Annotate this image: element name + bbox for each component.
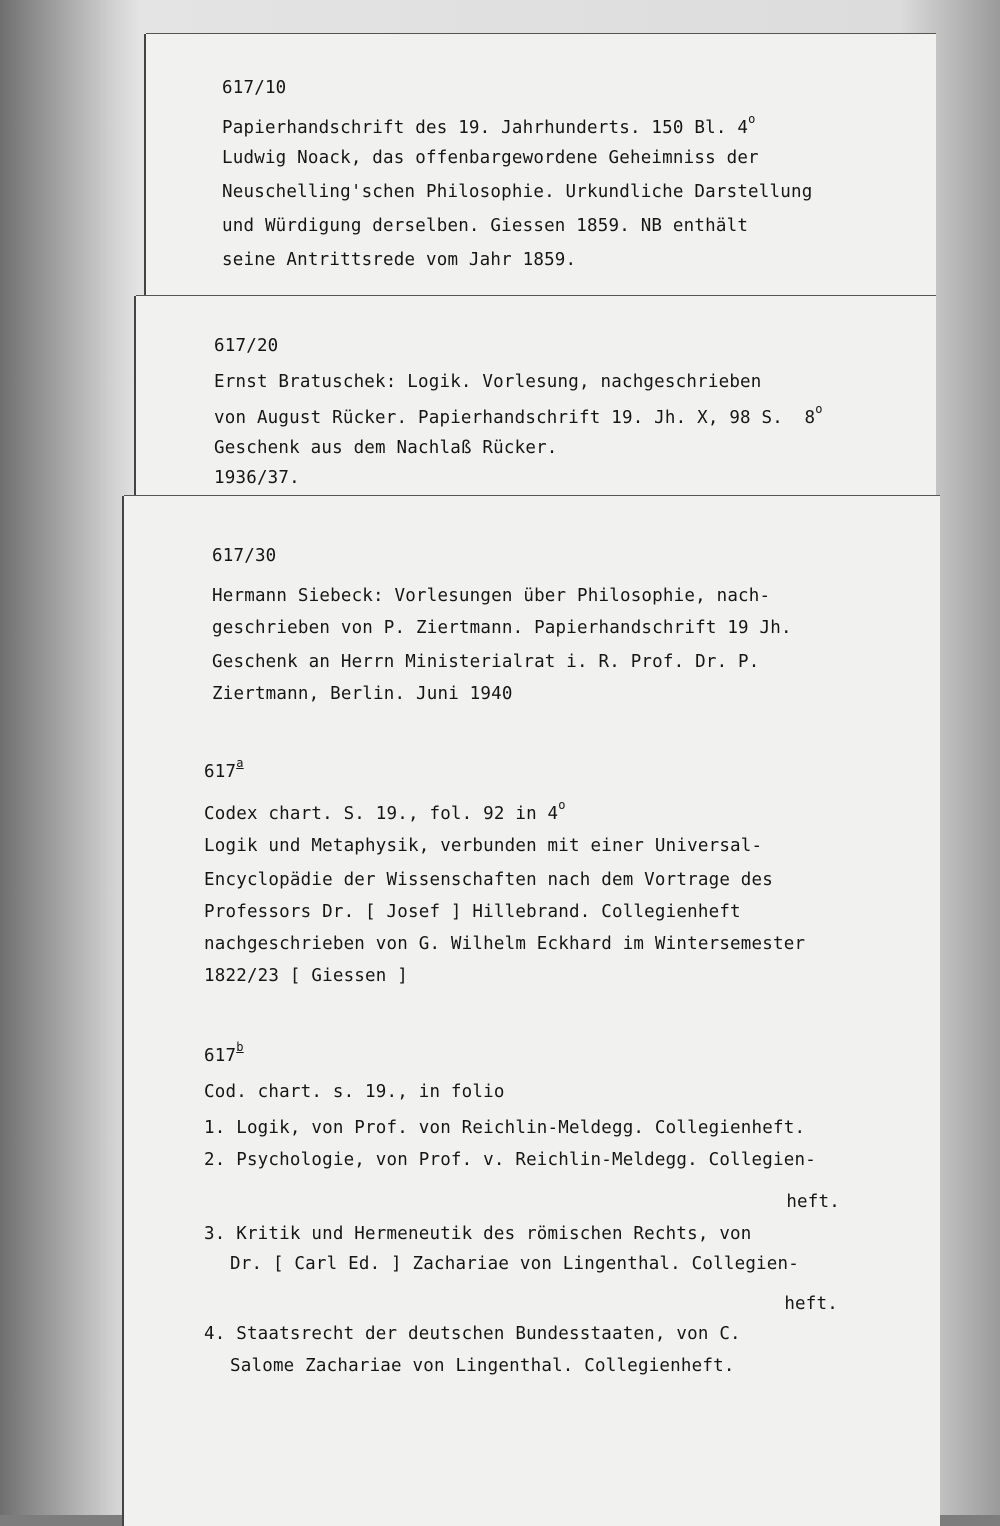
format-superscript: o [815,402,823,416]
entry-line: 2. Psychologie, von Prof. v. Reichlin-Meldegg. Collegien- [204,1150,816,1170]
shelfmark-617-20: 617/20 [214,336,279,356]
entry-line: Encyclopädie der Wissenschaften nach dem Vortrage des [204,870,774,890]
entry-line: 1822/23 [ Giessen ] [204,966,408,986]
entry-line: Salome Zachariae von Lingenthal. Collegienheft. [230,1356,735,1376]
entry-line: 1936/37. [214,468,300,488]
entry-line: Codex chart. S. 19., fol. 92 in 4$^o$ [204,798,566,824]
entry-line: Ziertmann, Berlin. Juni 1940 [212,684,513,704]
entry-line-continuation: heft. [784,1294,838,1314]
entry-line: 1. Logik, von Prof. von Reichlin-Meldegg. Collegienheft. [204,1118,806,1138]
entry-line: Dr. [ Carl Ed. ] Zachariae von Lingenthal. Collegien- [230,1254,800,1274]
shelfmark-617a: 617$^a$ [204,756,244,782]
entry-line: 3. Kritik und Hermeneutik des römischen Rechts, von [204,1224,752,1244]
entry-line: Ludwig Noack, das offenbargewordene Geheimniss der [222,148,759,168]
entry-line: Cod. chart. s. 19., in folio [204,1082,505,1102]
shelfmark-617-30: 617/30 [212,546,277,566]
shelfmark-superscript: b [236,1040,244,1054]
shelfmark-617-10: 617/10 [222,78,287,98]
entry-line: 4. Staatsrecht der deutschen Bundesstaaten, von C. [204,1324,741,1344]
entry-line: seine Antrittsrede vom Jahr 1859. [222,250,577,270]
entry-line: Papierhandschrift des 19. Jahrhunderts. 150 Bl. 4$^o$ [222,112,756,138]
format-superscript: o [558,798,566,812]
entry-line: nachgeschrieben von G. Wilhelm Eckhard im Wintersemester [204,934,806,954]
entry-line: von August Rücker. Papierhandschrift 19. Jh. X, 98 S. 8$^o$ [214,402,823,428]
entry-line: Ernst Bratuschek: Logik. Vorlesung, nachgeschrieben [214,372,762,392]
entry-line: Professors Dr. [ Josef ] Hillebrand. Collegienheft [204,902,741,922]
format-superscript: o [748,112,756,126]
entry-line: Hermann Siebeck: Vorlesungen über Philosophie, nach- [212,586,771,606]
entry-line: und Würdigung derselben. Giessen 1859. NB enthält [222,216,749,236]
entry-line: Geschenk aus dem Nachlaß Rücker. [214,438,558,458]
entry-line-continuation: heft. [786,1192,840,1212]
entry-line: Logik und Metaphysik, verbunden mit einer Universal- [204,836,763,856]
shelfmark-superscript: a [236,756,244,770]
entry-line: Neuschelling'schen Philosophie. Urkundliche Darstellung [222,182,813,202]
entry-line: geschrieben von P. Ziertmann. Papierhandschrift 19 Jh. [212,618,792,638]
entry-line: Geschenk an Herrn Ministerialrat i. R. Prof. Dr. P. [212,652,760,672]
shelfmark-617b: 617$^b$ [204,1040,244,1066]
